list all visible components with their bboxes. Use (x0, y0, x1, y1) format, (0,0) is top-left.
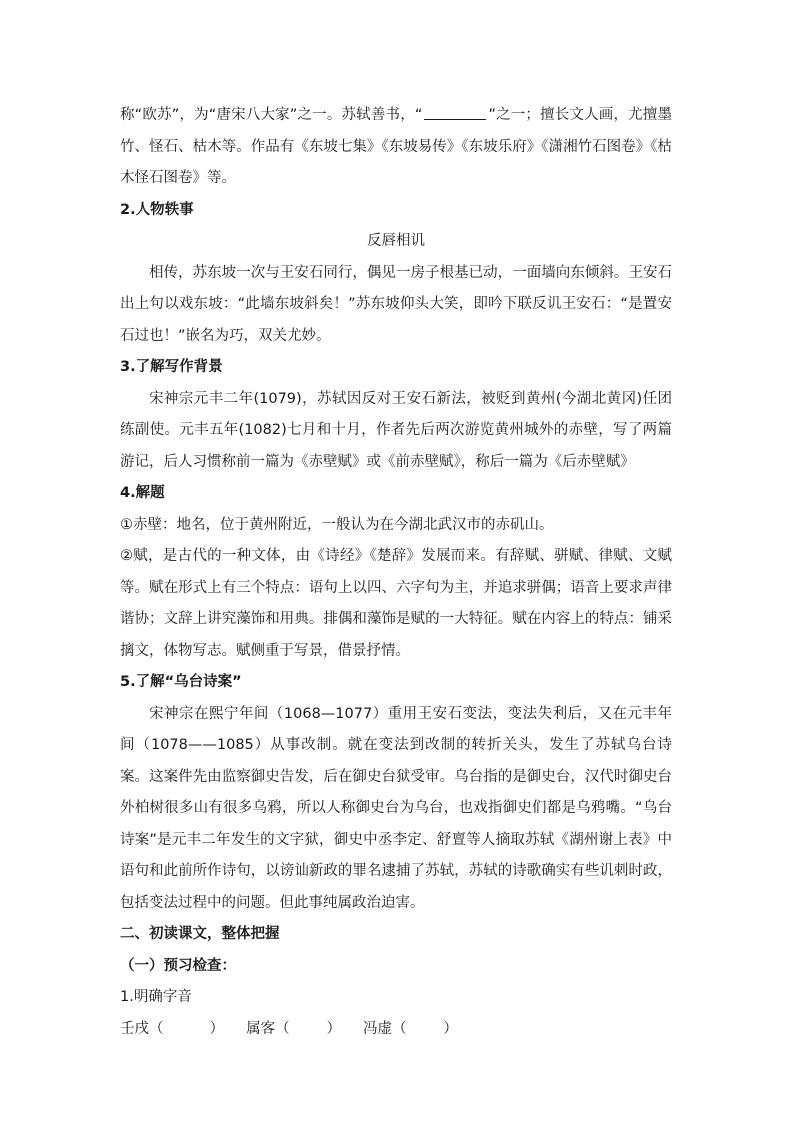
intro-text-a: 称“欧苏”，为“唐宋八大家”之一。苏轼善书，“ (120, 107, 423, 123)
section-heading-5: 5.了解“乌台诗案” (120, 674, 242, 690)
title-explanation-2: ②赋，是古代的一种文体，由《诗经》《楚辞》发展而来。有辞赋、骈赋、律赋、文赋等。赋在形式上有三个特点：语句上以四、六字句为主，并追求骈偶；语音上要求声律谐协；文辞上讲究藻饰和用典。排偶和藻饰是赋的一大特征。赋在内容上的特点：铺采摛文，体物写志。赋侧重于写景，借景抒情。 (120, 548, 672, 659)
background-paragraph: 宋神宗元丰二年(1079)，苏轼因反对王安石新法，被贬到黄州(今湖北黄冈)任团练副使。元丰五年(1082)七月和十月，作者先后两次游览黄州城外的赤壁，写了两篇游记，后人习惯称前一篇为《赤壁赋》或《前赤壁赋》，称后一篇为《后赤壁赋》 (120, 390, 672, 470)
wutai-case-paragraph: 宋神宗在熙宁年间（1068—1077）重用王安石变法，变法失利后，又在元丰年间（1078——1085）从事改制。就在变法到改制的转折关头，发生了苏轼乌台诗案。这案件先由监察御史告发，后在御史台狱受审。乌台指的是御史台，汉代时御史台外柏树很多山有很多乌鸦，所以人称御史台为乌台，也戏指御史们都是乌鸦嘴。“乌台诗案”是元丰二年发生的文字狱，御史中丞李定、舒亶等人摘取苏轼《湖州谢上表》中语句和此前所作诗句，以谤讪新政的罪名逮捕了苏轼，苏轼的诗歌确实有些讥刺时政，包括变法过程中的问题。但此事纯属政治迫害。 (120, 705, 672, 911)
pronunciation-row (120, 1014, 672, 1046)
intro-text-b: ”之一；擅长文人画，尤擅墨竹、怪石、枯木等。作品有《东坡七集》《东坡易传》《东坡乐府》《潇湘竹石图卷》《枯木怪石图卷》等。 (120, 107, 672, 186)
fill-in-blank (424, 104, 486, 120)
document-body (120, 100, 672, 1045)
section-heading-2: 2.人物轶事 (120, 201, 194, 218)
term-renxu: 壬戌（ ） (120, 1020, 225, 1037)
story-title: 反唇相讥 (367, 233, 425, 249)
section-heading-4: 4.解题 (120, 485, 165, 501)
term-pingxu: 冯虚（ ） (362, 1020, 458, 1037)
term-shuke: 属客（ ） (246, 1020, 341, 1037)
preview-check-heading: （一）预习检查： (120, 957, 236, 974)
question-1: 1.明确字音 (120, 989, 192, 1005)
title-explanation-1: ①赤壁：地名，位于黄州附近，一般认为在今湖北武汉市的赤矶山。 (120, 516, 554, 533)
section-heading-3: 3.了解写作背景 (120, 359, 223, 375)
story-paragraph: 相传，苏东坡一次与王安石同行，偶见一房子根基已动，一面墙向东倾斜。王安石出上句以戏东坡：“此墙东坡斜矣！”苏东坡仰头大笑，即吟下联反讥王安石：“是置安石过也！”嵌名为巧，双关尤妙。 (120, 264, 672, 344)
intro-paragraph (120, 100, 672, 195)
part-two-heading: 二、初读课文，整体把握 (120, 926, 280, 942)
